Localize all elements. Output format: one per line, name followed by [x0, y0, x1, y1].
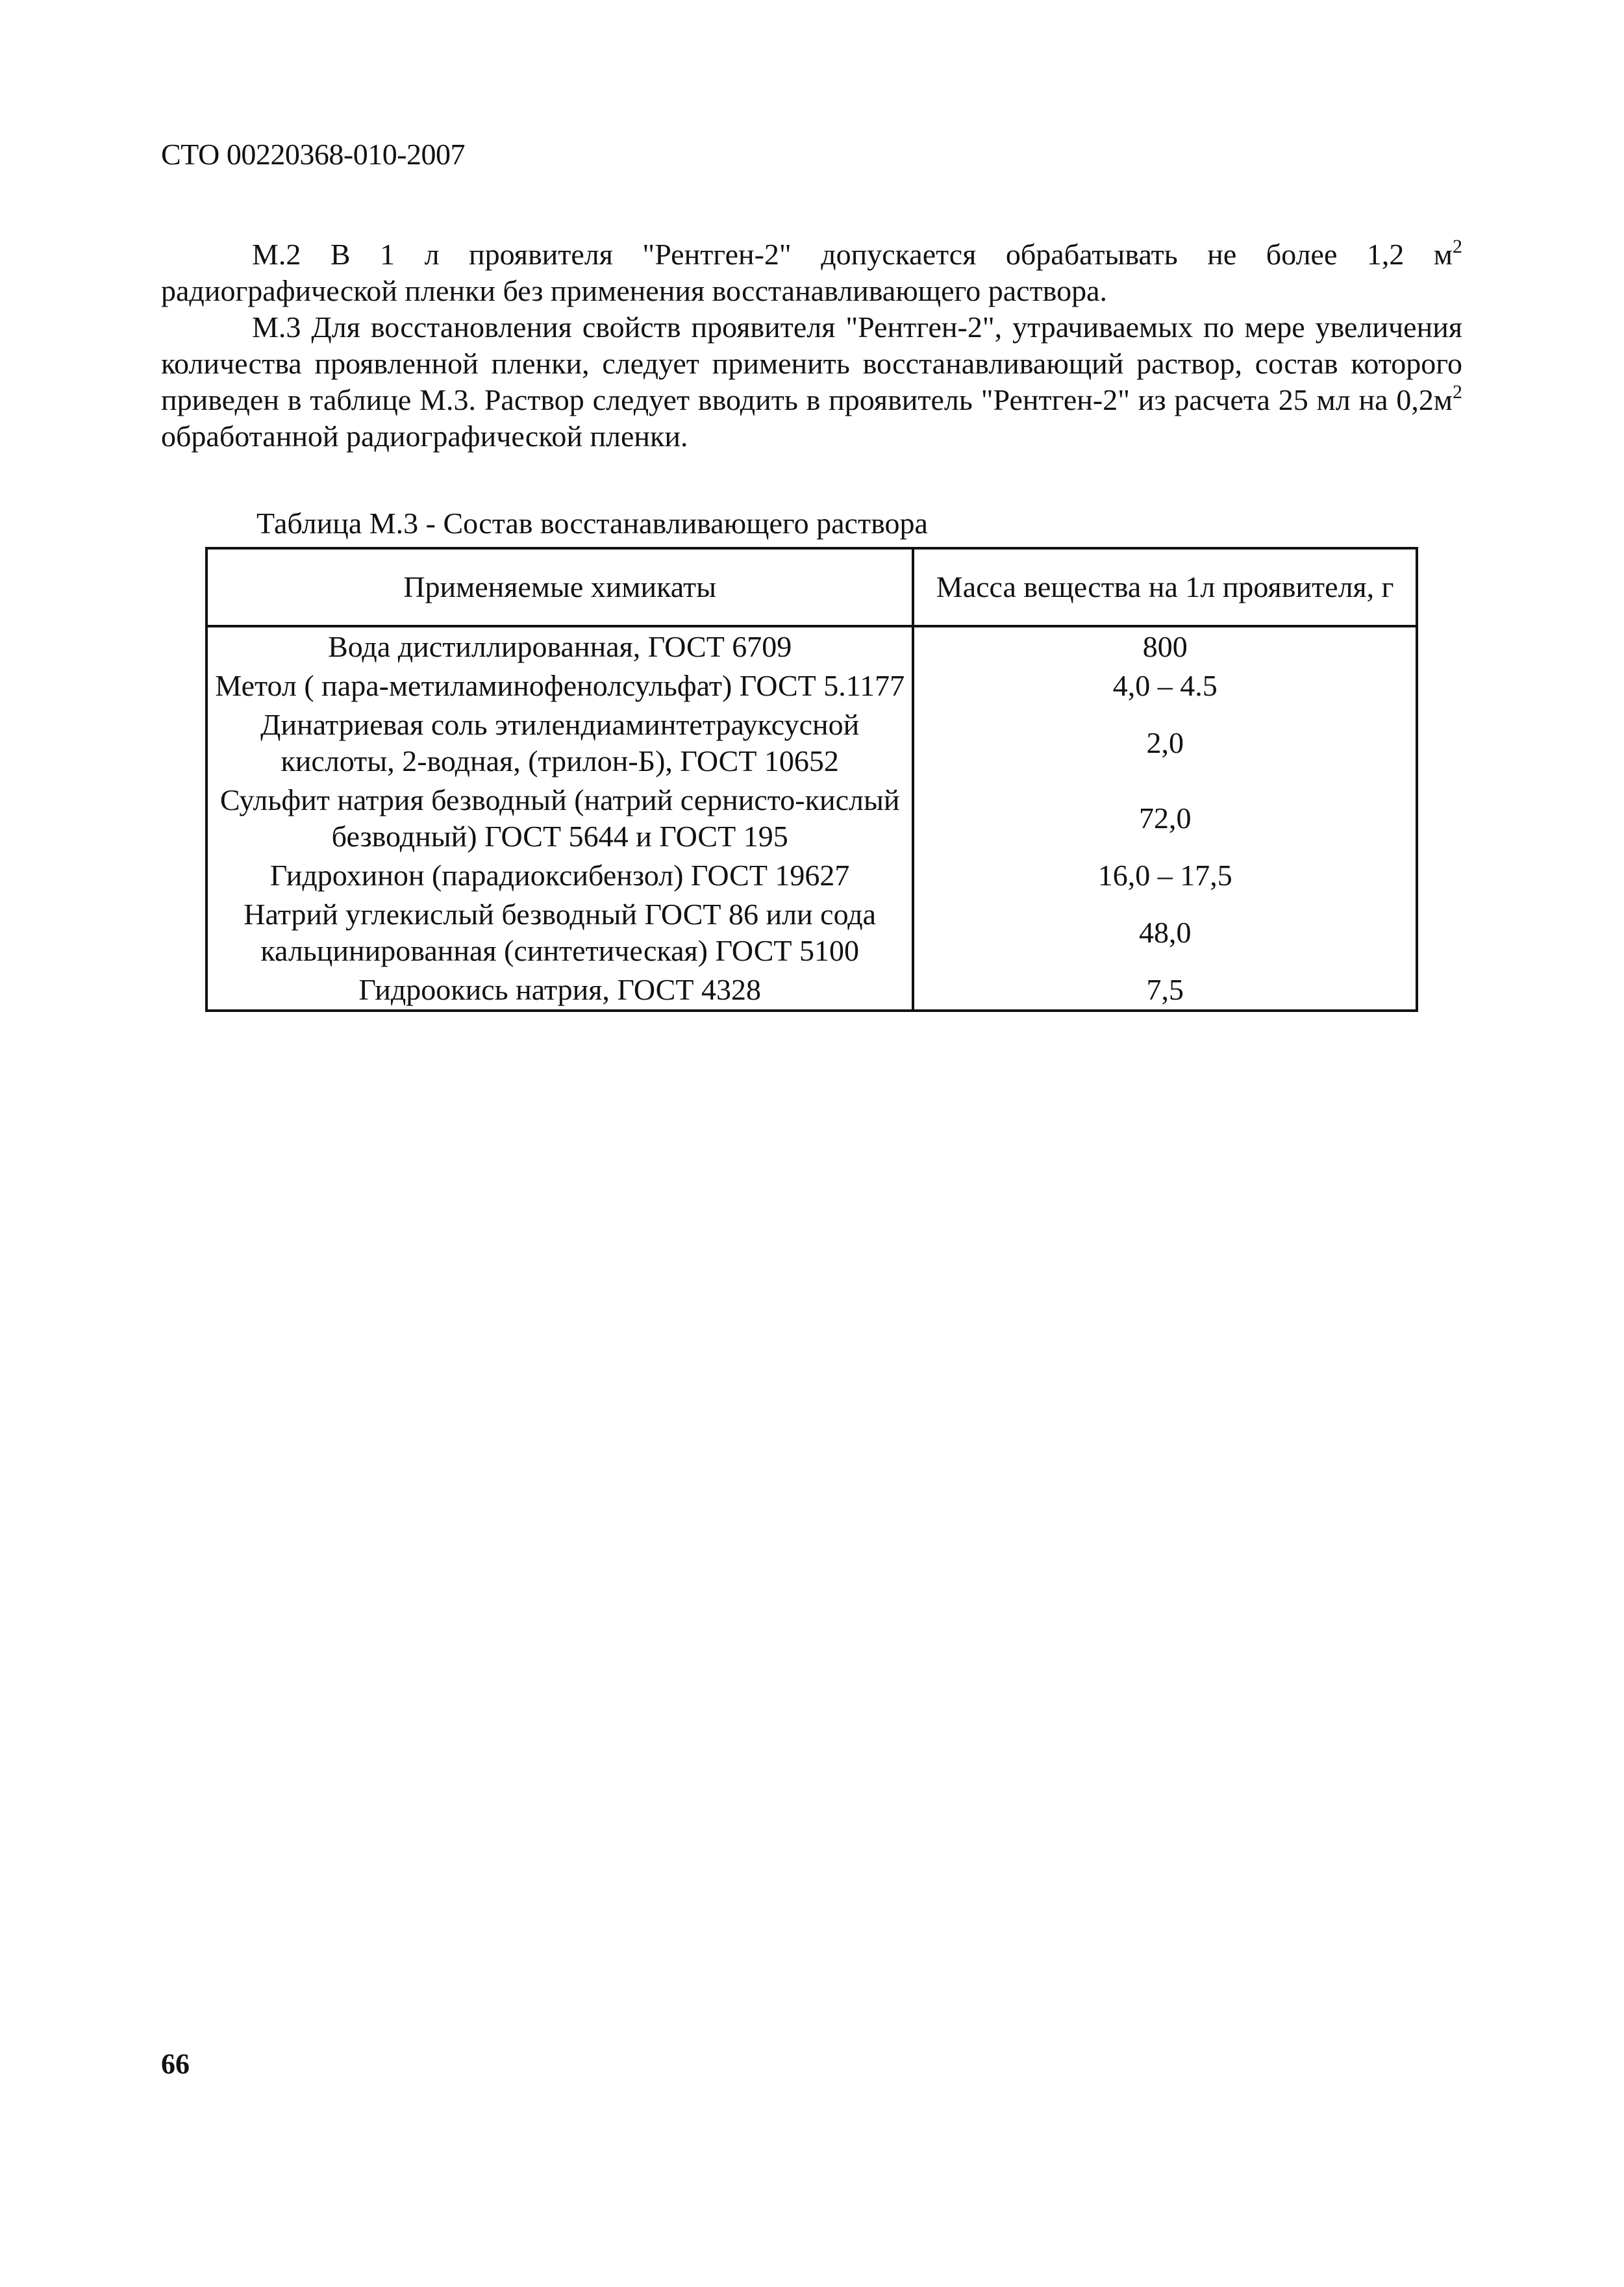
cell-mass: 7,5 — [913, 970, 1417, 1011]
paragraph-m2-text: М.2 В 1 л проявителя "Рентген-2" допускается обрабатывать не более 1,2 м — [252, 238, 1453, 271]
table-row — [206, 856, 1417, 895]
paragraph-m2 — [161, 236, 1462, 309]
table-row — [206, 705, 1417, 781]
table-row — [206, 666, 1417, 705]
cell-chemical: Динатриевая соль этилендиаминтетрауксусной кислоты, 2-водная, (трилон-Б), ГОСТ 10652 — [206, 705, 913, 781]
superscript: 2 — [1453, 236, 1462, 257]
table-row — [206, 781, 1417, 856]
paragraph-m3-text: М.3 Для восстановления свойств проявителя "Рентген-2", утрачиваемых по мере увеличения количества проявленной пленки, следует применить восстанавливающий раствор, состав которого приведен в таблице М.3. Раствор следует вводить в проявитель "Рентген-2" из расчета 25 мл на 0,2м — [161, 310, 1462, 416]
cell-mass: 16,0 – 17,5 — [913, 856, 1417, 895]
page-number: 66 — [161, 2048, 190, 2080]
table-caption: Таблица М.3 - Состав восстанавливающего раствора — [256, 507, 928, 540]
table-row — [206, 895, 1417, 970]
paragraph-m3-text-end: обработанной радиографической пленки. — [161, 420, 688, 453]
cell-chemical: Вода дистиллированная, ГОСТ 6709 — [206, 626, 913, 666]
header-mass: Масса вещества на 1л проявителя, г — [913, 548, 1417, 626]
cell-chemical: Метол ( пара-метиламинофенолсульфат) ГОСТ 5.1177 — [206, 666, 913, 705]
cell-chemical: Сульфит натрия безводный (натрий сернисто-кислый безводный) ГОСТ 5644 и ГОСТ 195 — [206, 781, 913, 856]
chemicals-table — [205, 547, 1418, 1012]
table-row — [206, 626, 1417, 666]
table-header-row — [206, 548, 1417, 626]
document-code: СТО 00220368-010-2007 — [161, 138, 466, 171]
header-chemicals: Применяемые химикаты — [206, 548, 913, 626]
cell-mass: 48,0 — [913, 895, 1417, 970]
cell-chemical: Натрий углекислый безводный ГОСТ 86 или сода кальцинированная (синтетическая) ГОСТ 5100 — [206, 895, 913, 970]
cell-chemical: Гидроокись натрия, ГОСТ 4328 — [206, 970, 913, 1011]
superscript: 2 — [1453, 381, 1462, 403]
cell-mass: 2,0 — [913, 705, 1417, 781]
cell-mass: 4,0 – 4.5 — [913, 666, 1417, 705]
table-row — [206, 970, 1417, 1011]
cell-mass: 72,0 — [913, 781, 1417, 856]
paragraph-m2-text-end: радиографической пленки без применения восстанавливающего раствора. — [161, 274, 1107, 307]
cell-chemical: Гидрохинон (парадиоксибензол) ГОСТ 19627 — [206, 856, 913, 895]
paragraph-m3 — [161, 309, 1462, 455]
cell-mass: 800 — [913, 626, 1417, 666]
